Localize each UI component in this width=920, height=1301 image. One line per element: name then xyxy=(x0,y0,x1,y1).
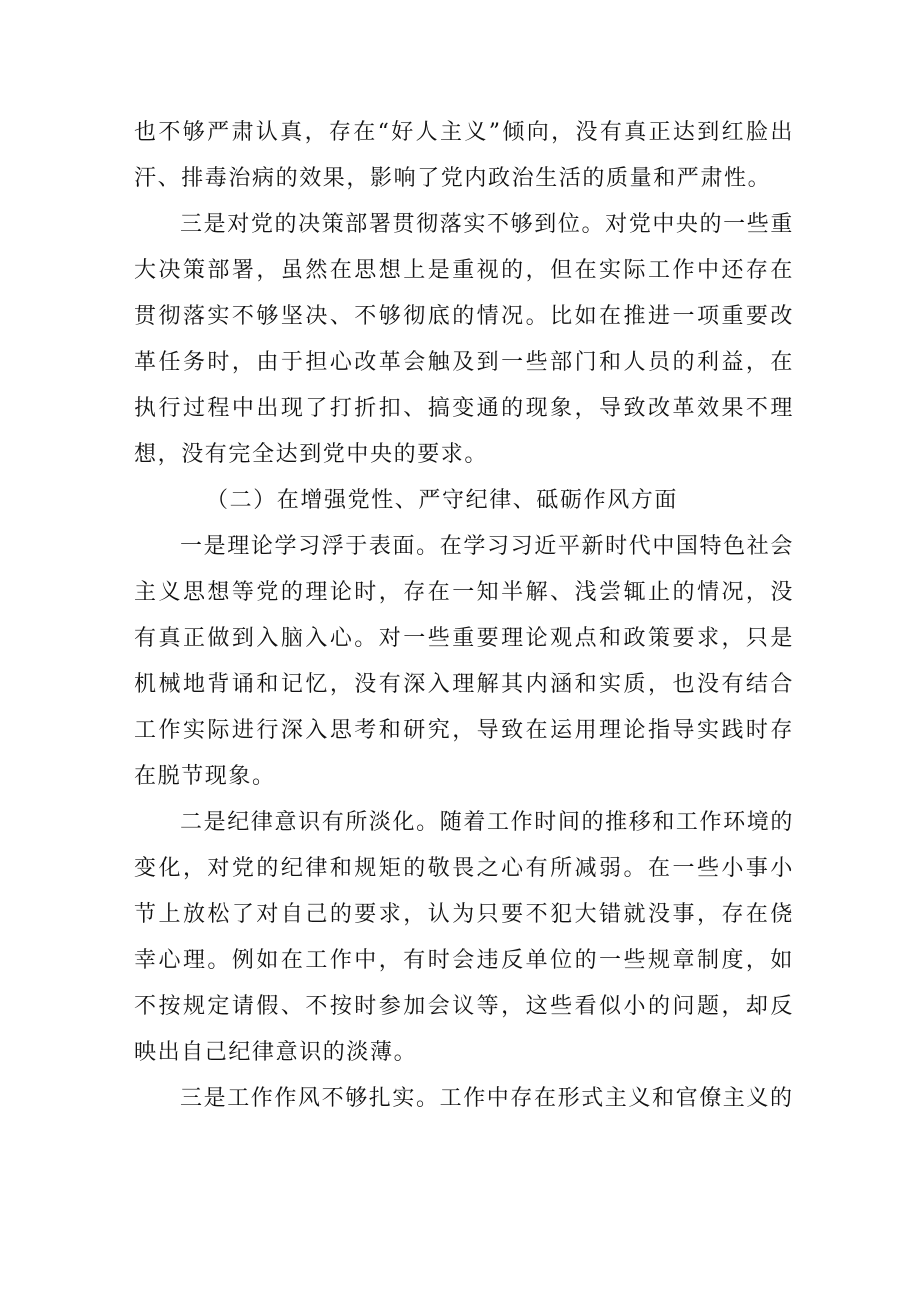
paragraph-point-one-theory: 一是理论学习浮于表面。在学习习近平新时代中国特色社会主义思想等党的理论时，存在一知半解、浅尝辄止的情况，没有真正做到入脑入心。对一些重要理论观点和政策要求，只是机械地背诵和记忆，没有深入理解其内涵和实质，也没有结合工作实际进行深入思考和研究，导致在运用理论指导实践时存在脱节现象。 xyxy=(134,534,794,789)
section-heading-2: （二）在增强党性、严守纪律、砥砺作风方面 xyxy=(206,488,679,513)
document-body xyxy=(134,110,794,1122)
paragraph-continuation: 也不够严肃认真，存在“好人主义”倾向，没有真正达到红脸出汗、排毒治病的效果，影响了党内政治生活的质量和严肃性。 xyxy=(134,120,794,191)
paragraph-point-two-discipline: 二是纪律意识有所淡化。随着工作时间的推移和工作环境的变化，对党的纪律和规矩的敬畏之心有所减弱。在一些小事小节上放松了对自己的要求，认为只要不犯大错就没事，存在侥幸心理。例如在工作中，有时会违反单位的一些规章制度，如不按规定请假、不按时参加会议等，这些看似小的问题，却反映出自己纪律意识的淡薄。 xyxy=(134,810,794,1065)
paragraph-point-three-decision: 三是对党的决策部署贯彻落实不够到位。对党中央的一些重大决策部署，虽然在思想上是重视的，但在实际工作中还存在贯彻落实不够坚决、不够彻底的情况。比如在推进一项重要改革任务时，由于担心改革会触及到一些部门和人员的利益，在执行过程中出现了打折扣、搞变通的现象，导致改革效果不理想，没有完全达到党中央的要求。 xyxy=(134,212,794,467)
paragraph-point-three-style: 三是工作作风不够扎实。工作中存在形式主义和官僚主义的 xyxy=(180,1086,794,1111)
